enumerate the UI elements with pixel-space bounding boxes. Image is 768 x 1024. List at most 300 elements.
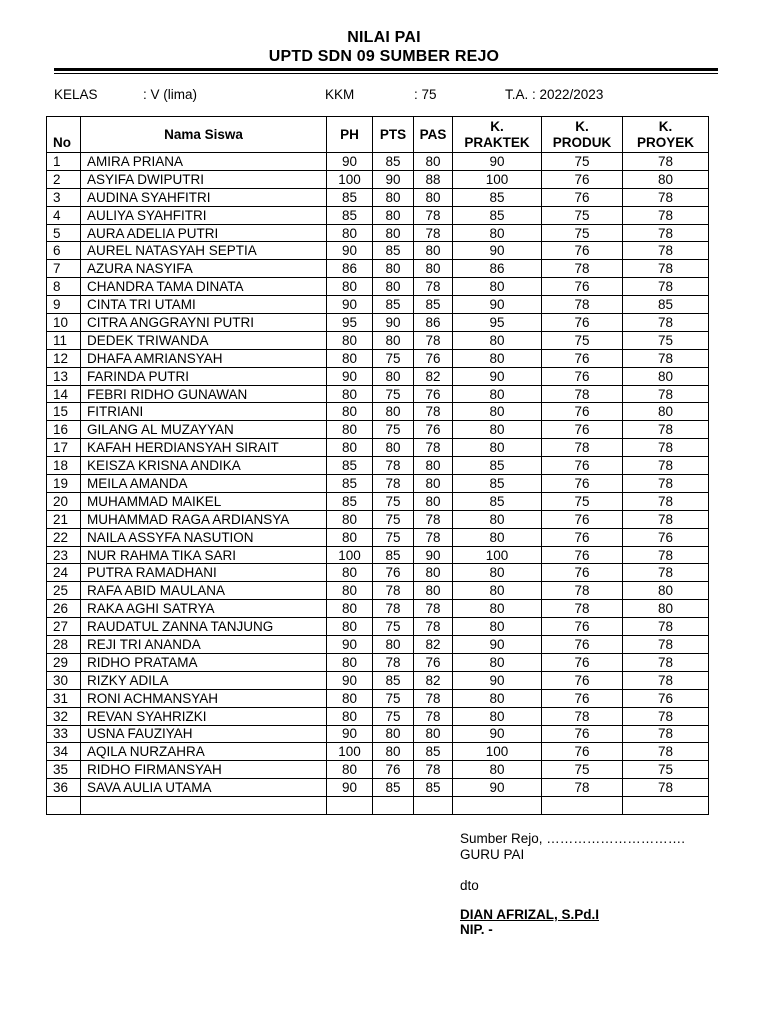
cell-ph: 80 — [327, 510, 373, 528]
table-row — [47, 242, 709, 260]
cell-praktek: 85 — [453, 188, 542, 206]
cell-pas: 80 — [414, 457, 453, 475]
cell-produk: 78 — [542, 296, 623, 314]
cell-proyek: 78 — [623, 153, 709, 171]
cell-praktek: 90 — [453, 242, 542, 260]
cell-proyek: 80 — [623, 582, 709, 600]
cell-pas: 82 — [414, 671, 453, 689]
header-divider-thick — [54, 68, 718, 71]
table-row — [47, 707, 709, 725]
cell-ph: 90 — [327, 242, 373, 260]
cell-ph: 80 — [327, 653, 373, 671]
col-header-no: No — [47, 117, 81, 153]
table-row — [47, 653, 709, 671]
cell-praktek: 80 — [453, 564, 542, 582]
cell-praktek: 80 — [453, 510, 542, 528]
cell-produk: 76 — [542, 725, 623, 743]
table-row — [47, 689, 709, 707]
cell-pas: 80 — [414, 260, 453, 278]
cell-pas: 82 — [414, 636, 453, 654]
cell-nama: REVAN SYAHRIZKI — [81, 707, 327, 725]
cell-produk: 75 — [542, 492, 623, 510]
cell-produk: 76 — [542, 528, 623, 546]
cell-no: 31 — [47, 689, 81, 707]
table-row — [47, 367, 709, 385]
cell-produk: 75 — [542, 331, 623, 349]
cell-nama: CHANDRA TAMA DINATA — [81, 278, 327, 296]
cell-proyek: 78 — [623, 475, 709, 493]
cell-pts: 75 — [373, 689, 414, 707]
col-header-produk: K. PRODUK — [542, 117, 623, 153]
cell-praktek: 100 — [453, 170, 542, 188]
school-name: UPTD SDN 09 SUMBER REJO — [268, 48, 500, 65]
cell-no: 5 — [47, 224, 81, 242]
cell-proyek: 80 — [623, 367, 709, 385]
cell-nama: RIZKY ADILA — [81, 671, 327, 689]
cell-ph: 80 — [327, 582, 373, 600]
cell-ph: 80 — [327, 331, 373, 349]
cell-pts: 80 — [373, 743, 414, 761]
cell-proyek: 85 — [623, 296, 709, 314]
cell-no: 7 — [47, 260, 81, 278]
cell-praktek: 80 — [453, 403, 542, 421]
cell-pas: 78 — [414, 224, 453, 242]
cell-pts: 75 — [373, 421, 414, 439]
cell-no: 20 — [47, 492, 81, 510]
cell-pts: 80 — [373, 367, 414, 385]
cell-pas: 90 — [414, 546, 453, 564]
cell-praktek: 80 — [453, 582, 542, 600]
cell-no: 23 — [47, 546, 81, 564]
cell-nama: CINTA TRI UTAMI — [81, 296, 327, 314]
cell-proyek: 76 — [623, 689, 709, 707]
cell-praktek: 90 — [453, 367, 542, 385]
cell-proyek: 78 — [623, 206, 709, 224]
col-header-praktek: K. PRAKTEK — [453, 117, 542, 153]
cell-proyek: 78 — [623, 510, 709, 528]
cell-pts: 85 — [373, 296, 414, 314]
cell-pas: 80 — [414, 475, 453, 493]
cell-produk: 76 — [542, 314, 623, 332]
table-row — [47, 224, 709, 242]
cell-no: 26 — [47, 600, 81, 618]
cell-proyek: 78 — [623, 725, 709, 743]
cell-pas: 80 — [414, 582, 453, 600]
cell-no: 4 — [47, 206, 81, 224]
cell-produk: 76 — [542, 170, 623, 188]
cell-ph: 80 — [327, 689, 373, 707]
cell-pas: 78 — [414, 761, 453, 779]
cell-pas: 78 — [414, 510, 453, 528]
cell-pts: 80 — [373, 188, 414, 206]
tahun-ajaran: T.A. : 2022/2023 — [505, 87, 604, 102]
cell-empty — [453, 797, 542, 815]
table-row — [47, 385, 709, 403]
col-header-ph: PH — [327, 117, 373, 153]
cell-nama: AURA ADELIA PUTRI — [81, 224, 327, 242]
cell-praktek: 80 — [453, 224, 542, 242]
cell-no: 9 — [47, 296, 81, 314]
cell-produk: 76 — [542, 743, 623, 761]
table-row — [47, 314, 709, 332]
cell-empty — [414, 797, 453, 815]
cell-pas: 80 — [414, 153, 453, 171]
cell-pts: 75 — [373, 492, 414, 510]
cell-praktek: 80 — [453, 349, 542, 367]
cell-proyek: 75 — [623, 761, 709, 779]
cell-pts: 78 — [373, 600, 414, 618]
table-row — [47, 403, 709, 421]
cell-empty — [623, 797, 709, 815]
cell-pts: 85 — [373, 779, 414, 797]
cell-nama: RIDHO PRATAMA — [81, 653, 327, 671]
cell-empty — [81, 797, 327, 815]
sign-place-date: Sumber Rejo, …………………………. — [460, 831, 686, 846]
cell-produk: 76 — [542, 403, 623, 421]
cell-nama: DHAFA AMRIANSYAH — [81, 349, 327, 367]
cell-produk: 76 — [542, 367, 623, 385]
cell-no: 6 — [47, 242, 81, 260]
cell-empty — [327, 797, 373, 815]
cell-produk: 76 — [542, 188, 623, 206]
cell-proyek: 78 — [623, 278, 709, 296]
cell-proyek: 78 — [623, 314, 709, 332]
cell-praktek: 80 — [453, 600, 542, 618]
cell-nama: RAUDATUL ZANNA TANJUNG — [81, 618, 327, 636]
cell-proyek: 78 — [623, 779, 709, 797]
grades-table — [46, 116, 709, 815]
table-row — [47, 510, 709, 528]
table-row — [47, 725, 709, 743]
table-row — [47, 618, 709, 636]
cell-proyek: 75 — [623, 331, 709, 349]
cell-ph: 80 — [327, 349, 373, 367]
sign-dto: dto — [460, 878, 479, 893]
cell-no: 36 — [47, 779, 81, 797]
cell-pas: 80 — [414, 242, 453, 260]
cell-praktek: 80 — [453, 707, 542, 725]
cell-ph: 80 — [327, 224, 373, 242]
table-header-row — [47, 117, 709, 153]
table-row — [47, 260, 709, 278]
cell-pts: 80 — [373, 260, 414, 278]
table-row — [47, 349, 709, 367]
cell-ph: 85 — [327, 475, 373, 493]
table-row — [47, 761, 709, 779]
cell-nama: CITRA ANGGRAYNI PUTRI — [81, 314, 327, 332]
cell-pas: 86 — [414, 314, 453, 332]
cell-pts: 75 — [373, 528, 414, 546]
col-header-pas: PAS — [414, 117, 453, 153]
cell-proyek: 78 — [623, 242, 709, 260]
cell-produk: 76 — [542, 653, 623, 671]
cell-produk: 76 — [542, 636, 623, 654]
cell-pas: 78 — [414, 618, 453, 636]
cell-no: 27 — [47, 618, 81, 636]
cell-pts: 78 — [373, 457, 414, 475]
cell-ph: 100 — [327, 170, 373, 188]
cell-ph: 80 — [327, 618, 373, 636]
cell-nama: USNA FAUZIYAH — [81, 725, 327, 743]
cell-proyek: 78 — [623, 260, 709, 278]
cell-pts: 75 — [373, 510, 414, 528]
cell-praktek: 90 — [453, 153, 542, 171]
cell-pts: 75 — [373, 385, 414, 403]
cell-pas: 80 — [414, 725, 453, 743]
cell-pts: 80 — [373, 278, 414, 296]
cell-praktek: 80 — [453, 439, 542, 457]
cell-pts: 78 — [373, 475, 414, 493]
cell-no: 32 — [47, 707, 81, 725]
cell-nama: SAVA AULIA UTAMA — [81, 779, 327, 797]
cell-pas: 78 — [414, 689, 453, 707]
cell-produk: 76 — [542, 421, 623, 439]
cell-pts: 80 — [373, 725, 414, 743]
cell-no: 3 — [47, 188, 81, 206]
cell-praktek: 90 — [453, 636, 542, 654]
cell-proyek: 78 — [623, 457, 709, 475]
cell-proyek: 78 — [623, 492, 709, 510]
cell-proyek: 80 — [623, 403, 709, 421]
cell-pas: 82 — [414, 367, 453, 385]
cell-nama: REJI TRI ANANDA — [81, 636, 327, 654]
cell-proyek: 78 — [623, 421, 709, 439]
cell-produk: 76 — [542, 618, 623, 636]
cell-no: 34 — [47, 743, 81, 761]
cell-praktek: 80 — [453, 689, 542, 707]
cell-praktek: 90 — [453, 671, 542, 689]
cell-ph: 90 — [327, 725, 373, 743]
col-header-proyek: K. PROYEK — [623, 117, 709, 153]
table-row — [47, 636, 709, 654]
table-row — [47, 331, 709, 349]
cell-no: 19 — [47, 475, 81, 493]
cell-produk: 78 — [542, 439, 623, 457]
cell-no: 35 — [47, 761, 81, 779]
cell-praktek: 80 — [453, 528, 542, 546]
cell-pts: 76 — [373, 761, 414, 779]
cell-praktek: 90 — [453, 779, 542, 797]
cell-ph: 80 — [327, 421, 373, 439]
cell-produk: 76 — [542, 671, 623, 689]
cell-no: 33 — [47, 725, 81, 743]
cell-praktek: 90 — [453, 296, 542, 314]
cell-pts: 90 — [373, 170, 414, 188]
cell-pts: 85 — [373, 242, 414, 260]
cell-produk: 78 — [542, 707, 623, 725]
cell-produk: 75 — [542, 153, 623, 171]
cell-ph: 90 — [327, 671, 373, 689]
cell-no: 13 — [47, 367, 81, 385]
cell-ph: 80 — [327, 707, 373, 725]
cell-proyek: 78 — [623, 618, 709, 636]
cell-nama: MUHAMMAD MAIKEL — [81, 492, 327, 510]
cell-pas: 76 — [414, 349, 453, 367]
cell-produk: 78 — [542, 779, 623, 797]
cell-produk: 76 — [542, 689, 623, 707]
cell-praktek: 85 — [453, 206, 542, 224]
cell-empty — [373, 797, 414, 815]
cell-pas: 80 — [414, 188, 453, 206]
cell-ph: 90 — [327, 153, 373, 171]
cell-produk: 76 — [542, 349, 623, 367]
table-row — [47, 475, 709, 493]
cell-nama: AUREL NATASYAH SEPTIA — [81, 242, 327, 260]
cell-no: 16 — [47, 421, 81, 439]
cell-ph: 80 — [327, 761, 373, 779]
table-row — [47, 153, 709, 171]
cell-nama: RIDHO FIRMANSYAH — [81, 761, 327, 779]
cell-pas: 85 — [414, 743, 453, 761]
cell-ph: 80 — [327, 385, 373, 403]
cell-nama: AULIYA SYAHFITRI — [81, 206, 327, 224]
cell-pts: 75 — [373, 707, 414, 725]
cell-empty — [542, 797, 623, 815]
cell-praktek: 80 — [453, 385, 542, 403]
header-divider-thin — [54, 73, 718, 74]
cell-praktek: 85 — [453, 475, 542, 493]
cell-pts: 76 — [373, 564, 414, 582]
cell-no: 1 — [47, 153, 81, 171]
cell-ph: 100 — [327, 546, 373, 564]
cell-produk: 78 — [542, 600, 623, 618]
cell-produk: 78 — [542, 260, 623, 278]
cell-pts: 90 — [373, 314, 414, 332]
cell-ph: 80 — [327, 528, 373, 546]
cell-nama: FITRIANI — [81, 403, 327, 421]
cell-pts: 80 — [373, 224, 414, 242]
cell-no: 29 — [47, 653, 81, 671]
table-row — [47, 296, 709, 314]
cell-pas: 78 — [414, 206, 453, 224]
cell-proyek: 78 — [623, 385, 709, 403]
cell-praktek: 95 — [453, 314, 542, 332]
table-row — [47, 600, 709, 618]
cell-ph: 85 — [327, 188, 373, 206]
cell-no: 25 — [47, 582, 81, 600]
cell-ph: 95 — [327, 314, 373, 332]
cell-no: 22 — [47, 528, 81, 546]
col-header-nama: Nama Siswa — [81, 117, 327, 153]
cell-ph: 100 — [327, 743, 373, 761]
cell-proyek: 78 — [623, 707, 709, 725]
table-row — [47, 564, 709, 582]
cell-pas: 78 — [414, 439, 453, 457]
cell-proyek: 78 — [623, 349, 709, 367]
document-title: NILAI PAI — [347, 29, 421, 46]
cell-proyek: 78 — [623, 636, 709, 654]
cell-proyek: 80 — [623, 600, 709, 618]
cell-proyek: 78 — [623, 671, 709, 689]
cell-nama: GILANG AL MUZAYYAN — [81, 421, 327, 439]
cell-pas: 85 — [414, 779, 453, 797]
cell-nama: FARINDA PUTRI — [81, 367, 327, 385]
kelas-label: KELAS — [54, 87, 98, 102]
cell-praktek: 80 — [453, 653, 542, 671]
cell-pas: 76 — [414, 421, 453, 439]
cell-no: 8 — [47, 278, 81, 296]
cell-proyek: 78 — [623, 188, 709, 206]
cell-praktek: 80 — [453, 618, 542, 636]
cell-produk: 78 — [542, 385, 623, 403]
table-row — [47, 206, 709, 224]
table-row — [47, 528, 709, 546]
cell-ph: 90 — [327, 367, 373, 385]
cell-pts: 78 — [373, 653, 414, 671]
cell-nama: KEISZA KRISNA ANDIKA — [81, 457, 327, 475]
cell-proyek: 78 — [623, 224, 709, 242]
cell-pts: 85 — [373, 546, 414, 564]
cell-no: 18 — [47, 457, 81, 475]
cell-praktek: 80 — [453, 421, 542, 439]
cell-pas: 76 — [414, 385, 453, 403]
cell-praktek: 80 — [453, 761, 542, 779]
cell-pas: 80 — [414, 492, 453, 510]
cell-nama: MUHAMMAD RAGA ARDIANSYA — [81, 510, 327, 528]
kelas-value: : V (lima) — [143, 87, 197, 102]
table-row — [47, 170, 709, 188]
cell-pas: 78 — [414, 707, 453, 725]
table-row — [47, 779, 709, 797]
cell-ph: 90 — [327, 296, 373, 314]
cell-nama: KAFAH HERDIANSYAH SIRAIT — [81, 439, 327, 457]
cell-praktek: 90 — [453, 725, 542, 743]
table-row — [47, 278, 709, 296]
cell-nama: RONI ACHMANSYAH — [81, 689, 327, 707]
sign-nip: NIP. - — [460, 922, 493, 937]
cell-pts: 85 — [373, 153, 414, 171]
cell-nama: ASYIFA DWIPUTRI — [81, 170, 327, 188]
cell-nama: MEILA AMANDA — [81, 475, 327, 493]
cell-praktek: 85 — [453, 492, 542, 510]
cell-nama: AZURA NASYIFA — [81, 260, 327, 278]
cell-praktek: 100 — [453, 743, 542, 761]
cell-ph: 86 — [327, 260, 373, 278]
cell-no: 30 — [47, 671, 81, 689]
kkm-label: KKM — [325, 87, 355, 102]
cell-nama: NAILA ASSYFA NASUTION — [81, 528, 327, 546]
cell-pas: 78 — [414, 403, 453, 421]
cell-ph: 80 — [327, 600, 373, 618]
table-row — [47, 546, 709, 564]
cell-produk: 76 — [542, 546, 623, 564]
cell-no: 28 — [47, 636, 81, 654]
cell-pts: 80 — [373, 206, 414, 224]
cell-ph: 80 — [327, 564, 373, 582]
cell-praktek: 100 — [453, 546, 542, 564]
table-row — [47, 582, 709, 600]
table-row — [47, 457, 709, 475]
kkm-value: : 75 — [414, 87, 437, 102]
cell-praktek: 80 — [453, 278, 542, 296]
cell-no: 11 — [47, 331, 81, 349]
cell-nama: RAKA AGHI SATRYA — [81, 600, 327, 618]
cell-pas: 80 — [414, 564, 453, 582]
cell-proyek: 78 — [623, 564, 709, 582]
cell-pas: 78 — [414, 600, 453, 618]
cell-ph: 80 — [327, 403, 373, 421]
table-row — [47, 492, 709, 510]
cell-pas: 85 — [414, 296, 453, 314]
cell-ph: 85 — [327, 206, 373, 224]
cell-pas: 76 — [414, 653, 453, 671]
cell-nama: AMIRA PRIANA — [81, 153, 327, 171]
table-row — [47, 743, 709, 761]
cell-no: 15 — [47, 403, 81, 421]
cell-pas: 78 — [414, 278, 453, 296]
table-row — [47, 671, 709, 689]
cell-pas: 78 — [414, 528, 453, 546]
